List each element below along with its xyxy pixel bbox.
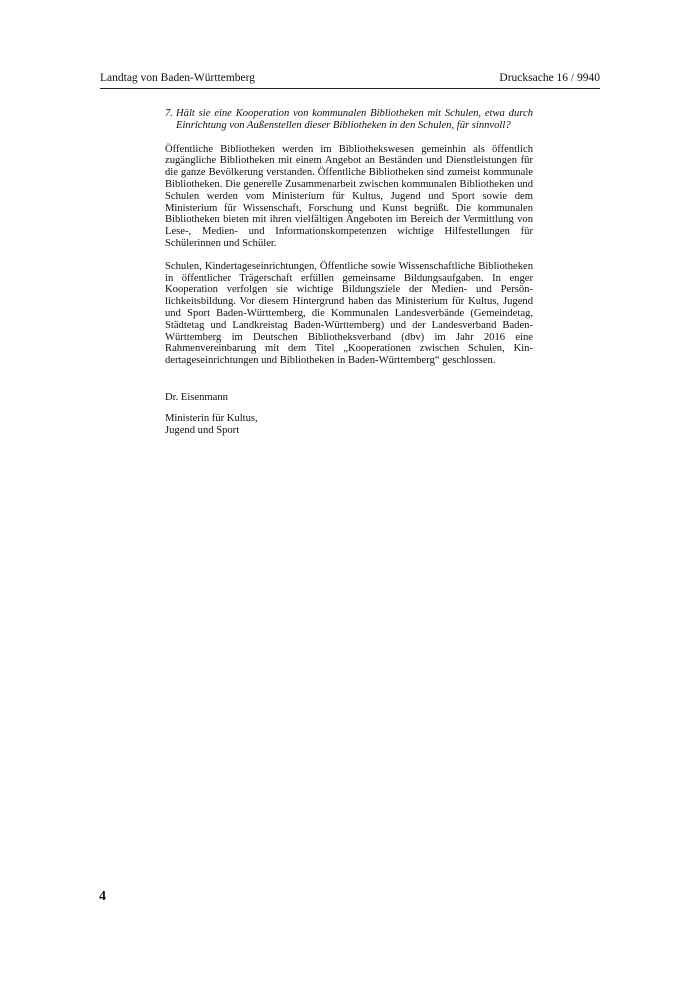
header-parliament-name: Landtag von Baden-Württemberg — [100, 72, 255, 84]
signature-block — [165, 392, 533, 436]
page-number: 4 — [99, 889, 106, 904]
header-document-number: Drucksache 16 / 9940 — [499, 72, 600, 84]
signatory-title-line-1: Ministerin für Kultus, — [165, 412, 258, 424]
question-text: Hält sie eine Kooperation von kommunalen Bibliotheken mit Schulen, etwa durch Einrichtung von Außenstellen dieser Bibliotheken in den Schulen, für sinnvoll? — [176, 108, 533, 131]
signatory-name: Dr. Eisenmann — [165, 391, 228, 403]
answer-paragraph-2: Schulen, Kindertageseinrichtungen, Öffentliche sowie Wissenschaftliche Bibliotheken in öffentlicher Trägerschaft erfüllen gemeinsame Bildungsaufgaben. In enger Kooperation verfolgen sie wichtige Bildungsziele der Medien- und Persönlichkeitsbildung. Vor diesem Hintergrund haben das Ministerium für Kultus, Jugend und Sport Baden-Württemberg, die Kommunalen Landesverbände (Gemeindetag, Städtetag und Landkreistag Baden-Württemberg) und der Landesverband Baden-Württemberg im Deutschen Bibliotheksverband (dbv) im Jahr 2016 eine Rahmenvereinbarung mit dem Titel „Kooperationen zwischen Schulen, Kindertageseinrichtungen und Bibliotheken in Baden-Württemberg“ geschlossen. — [165, 260, 533, 367]
question-number: 7. — [165, 108, 173, 119]
question-block — [165, 108, 533, 132]
page-header — [100, 70, 600, 89]
document-body — [165, 108, 533, 436]
answer-paragraph-1: Öffentliche Bibliotheken werden im Bibliothekswesen gemeinhin als öffentlich zugängliche Bibliotheken mit einem Angebot an Beständen und Dienstleistungen für die ganze Bevölkerung verstanden. Öffentliche Bibliotheken sind zumeist kommunale Bibliotheken. Die generelle Zusammenarbeit zwischen kommunalen Bibliotheken und Schulen werden vom Ministerium für Kultus, Jugend und Sport sowie dem Ministerium für Wissenschaft, Forschung und Kunst begrüßt. Die kommunalen Bibliotheken bieten mit ihren vielfältigen Angeboten im Bereich der Vermittlung von Lese-, Medien- und Informationskompetenzen wichtige Hilfestellungen für Schülerinnen und Schüler. — [165, 143, 533, 249]
signatory-title-line-2: Jugend und Sport — [165, 424, 240, 436]
